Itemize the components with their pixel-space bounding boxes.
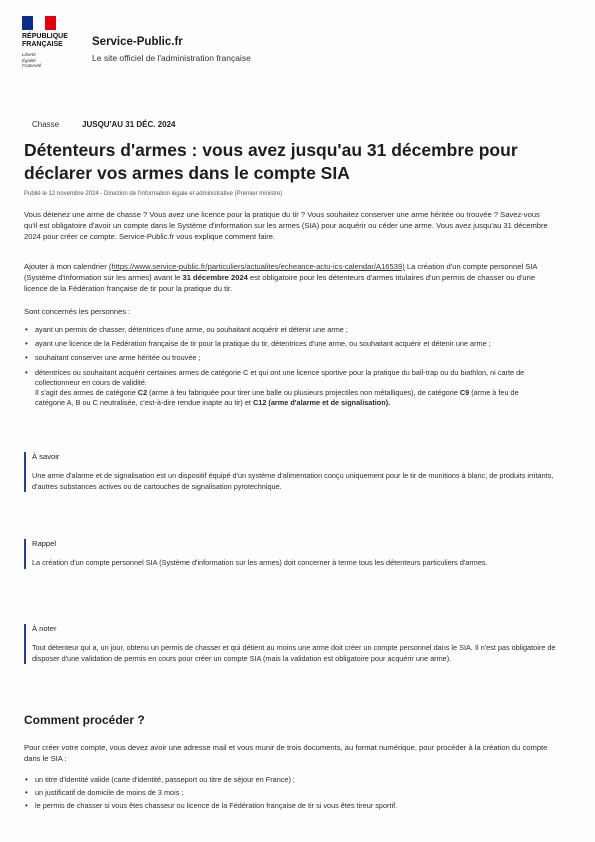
callout-title: À noter <box>32 624 57 633</box>
category-detail: Il s'agit des armes de catégorie C2 (arme à feu fabriquée pour tirer une balle ou plusieurs projectiles non métalliques), de catégorie C9 (arme à feu de catégorie A, B ou C neutralisée, c'est-à-dire rendue inapte au tir) et C12 (arme d'alarme et de signalisation). <box>35 388 519 408</box>
list-item: • un justificatif de domicile de moins de 3 mois ; <box>24 788 544 798</box>
callout-body: Tout détenteur qui a, un jour, obtenu un permis de chasser et qui détient au moins une arme doit créer un compte personnel dans le SIA. Il n'est pas obligatoire de disposer d'une validation de permis en cours pour créer un compte SIA (mais la validation est obligatoire pour acquérir une arme). <box>32 643 556 663</box>
callout-body: La création d'un compte personnel SIA (Système d'information sur les armes) doit concerner à terme tous les détenteurs particuliers d'armes. <box>32 558 488 567</box>
how-intro: Pour créer votre compte, vous devez avoir une adresse mail et vous munir de trois documents, au format numérique, pour procéder à la création du compte dans le SIA : <box>24 743 548 763</box>
list-item: • souhaitant conserver une arme héritée ou trouvée ; <box>24 353 544 363</box>
callout-rappel <box>24 539 562 569</box>
republique-francaise-logo[interactable] <box>22 16 82 69</box>
site-subtitle: Le site officiel de l'administration française <box>92 53 251 63</box>
deadline-badge: JUSQU'AU 31 DÉC. 2024 <box>82 120 176 129</box>
list-item: • un titre d'identité valide (carte d'identité, passeport ou titre de séjour en France) ; <box>24 775 544 785</box>
callout-a-savoir <box>24 452 562 492</box>
list-item: • le permis de chasser si vous êtes chasseur ou licence de la Fédération française de tir si vous êtes tireur sportif. <box>24 801 544 811</box>
documents-list <box>24 775 544 812</box>
concerned-list <box>24 325 544 408</box>
rf-wordmark: RÉPUBLIQUE FRANÇAISE <box>22 33 68 48</box>
callout-title: Rappel <box>32 539 57 548</box>
callout-a-noter <box>24 624 562 664</box>
category-tag[interactable]: Chasse <box>32 120 60 129</box>
calendar-paragraph: Ajouter à mon calendrier (https://www.service-public.fr/particuliers/actualites/echeance-actu-ics-calendar/A16539) La création d'un compte personnel SIA (Système d'information sur les armes) avant le 31 décembre 2024 est obligatoire pour les détenteurs d'armes titulaires d'un permis de chasser ou d'une licence de la Fédération française de tir pour la pratique du tir. <box>24 262 538 293</box>
section-title-comment-proceder: Comment procéder ? <box>24 713 145 727</box>
calendar-link[interactable]: (https://www.service-public.fr/particuliers/actualites/echeance-actu-ics-calendar/A16539) <box>108 262 405 271</box>
page-title: Détenteurs d'armes : vous avez jusqu'au 31 décembre pour déclarer vos armes dans le compte SIA <box>24 140 518 183</box>
publication-info: Publié le 12 novembre 2024 - Direction de l'information légale et administrative (Premier ministre) <box>24 191 283 197</box>
intro-paragraph: Vous détenez une arme de chasse ? Vous avez une licence pour la pratique du tir ? Vous souhaitez conserver une arme héritée ou trouvée ? Savez-vous qu'il est obligatoire d'avoir un compte dans le Système d'information sur les armes (SIA) pour acquérir ou céder une arme. Vous avez jusqu'au 31 décembre 2024 pour créer ce compte. Service-Public.fr vous explique comment faire. <box>24 210 548 241</box>
list-item: • ayant une licence de la Fédération française de tir pour la pratique du tir, détentrices d'une arme, ou souhaitant acquérir et détenir une arme ; <box>24 339 544 349</box>
rf-motto: Liberté Égalité Fraternité <box>22 52 42 68</box>
calendar-label: Ajouter à mon calendrier <box>24 262 107 271</box>
site-name[interactable]: Service-Public.fr <box>92 36 183 48</box>
list-item: • ayant un permis de chasser, détentrices d'une arme, ou souhaitant acquérir et détenir une arme ; <box>24 325 544 335</box>
callout-body: Une arme d'alarme et de signalisation est un dispositif équipé d'un système d'alimentation conçu uniquement pour le tir de munitions à blanc, de produits irritants, d'autres substances actives ou de cartouches de signalisation pyrotechnique. <box>32 471 554 491</box>
list-item: • détentrices ou souhaitant acquérir certaines armes de catégorie C et qui ont une licence sportive pour la pratique du ball-trap ou du biathlon, ni carte de collectionneur en cours de validité. Il s'agit des armes de catégorie C2 (arme à feu fabriquée pour tirer une balle ou plusieurs projectiles non métalliques), de catégorie C9 (arme à feu de catégorie A, B ou C neutralisée, c'est-à-dire rendue inapte au tir) et C12 (arme d'alarme et de signalisation). <box>24 368 544 409</box>
callout-title: À savoir <box>32 452 60 461</box>
concerned-heading: Sont concernés les personnes : <box>24 307 131 316</box>
french-flag-icon <box>22 16 56 30</box>
